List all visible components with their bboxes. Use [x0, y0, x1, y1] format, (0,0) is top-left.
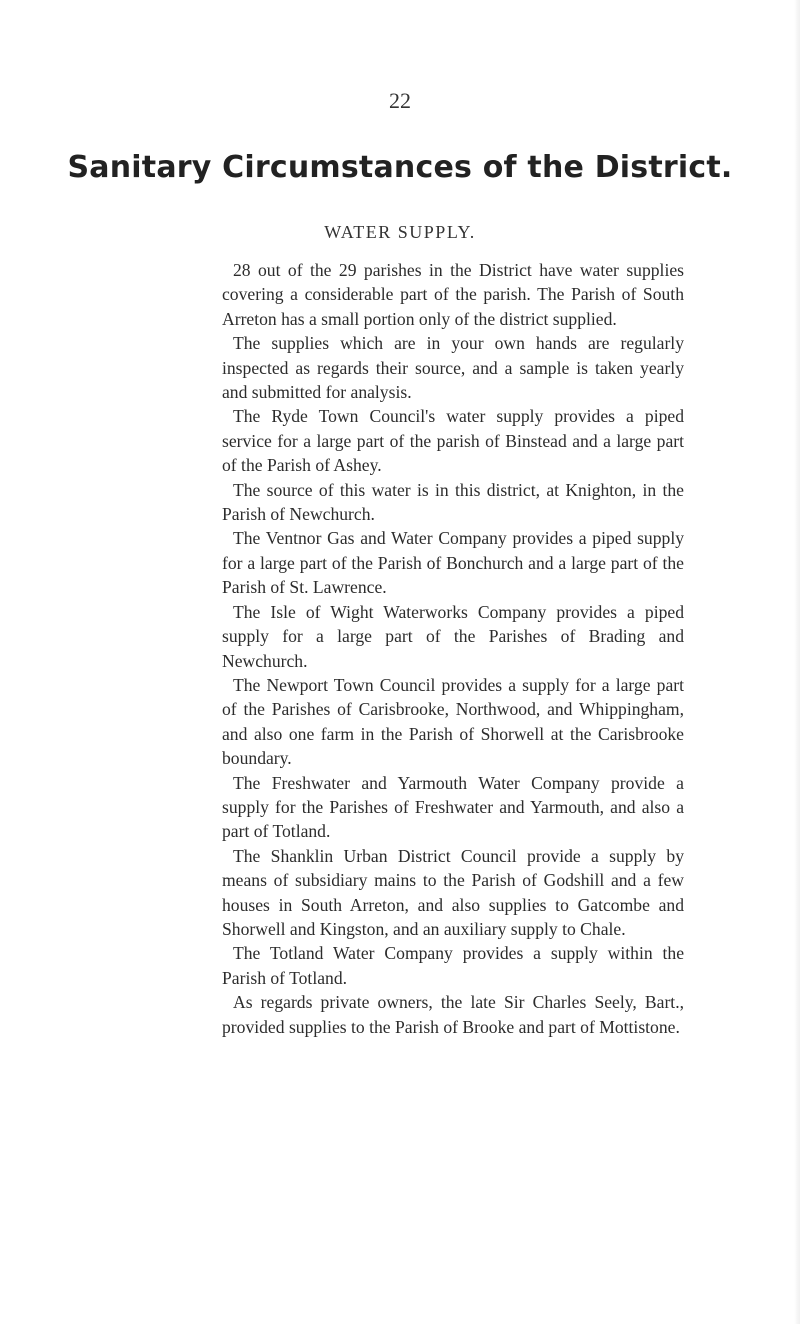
- paragraph: The Totland Water Company provides a supply within the Parish of Totland.: [222, 943, 684, 988]
- paragraph: As regards private owners, the late Sir Charles Seely, Bart., provided supplies to the Parish of Brooke and part of Mottistone.: [222, 992, 684, 1037]
- paragraph: The Shanklin Urban District Council provide a supply by means of subsidiary mains to the Parish of Godshill and a few houses in South Arreton, and also supplies to Gatcombe and Shorwell and Kingston, and an auxiliary supply to Chale.: [222, 845, 684, 939]
- paragraph: The Newport Town Council provides a supply for a large part of the Parishes of Carisbrooke, Northwood, and Whippingham, and also one farm in the Parish of Shorwell at the Carisbrooke boundary.: [222, 674, 684, 769]
- paragraph: The Ventnor Gas and Water Company provides a piped supply for a large part of the Parish of Bonchurch and a large part of the Parish of St. Lawrence.: [222, 528, 684, 598]
- page-title: Sanitary Circumstances of the District.: [67, 150, 733, 185]
- paragraph: The source of this water is in this district, at Knighton, in the Parish of Newchurch.: [222, 479, 684, 525]
- paragraph: The Isle of Wight Waterworks Company provides a piped supply for a large part of the Parishes of Brading and Newchurch.: [222, 601, 684, 671]
- page-number: 22: [389, 88, 411, 113]
- paragraph: The Ryde Town Council's water supply provides a piped service for a large part of the parish of Binstead and a large part of the Parish of Ashey.: [222, 406, 684, 476]
- paragraph: 28 out of the 29 parishes in the District have water supplies covering a considerable part of the parish. The Parish of South Arreton has a small portion only of the district supplied.: [222, 260, 684, 329]
- section-heading: WATER SUPPLY.: [324, 222, 476, 242]
- paragraph: The Freshwater and Yarmouth Water Company provide a supply for the Parishes of Freshwater and Yarmouth, and also a part of Totland.: [222, 772, 684, 842]
- body-text: [222, 258, 684, 1039]
- page-edge-shadow: [794, 0, 800, 1324]
- paragraph: The supplies which are in your own hands are regularly inspected as regards their source, and a sample is taken yearly and submitted for analysis.: [222, 333, 684, 403]
